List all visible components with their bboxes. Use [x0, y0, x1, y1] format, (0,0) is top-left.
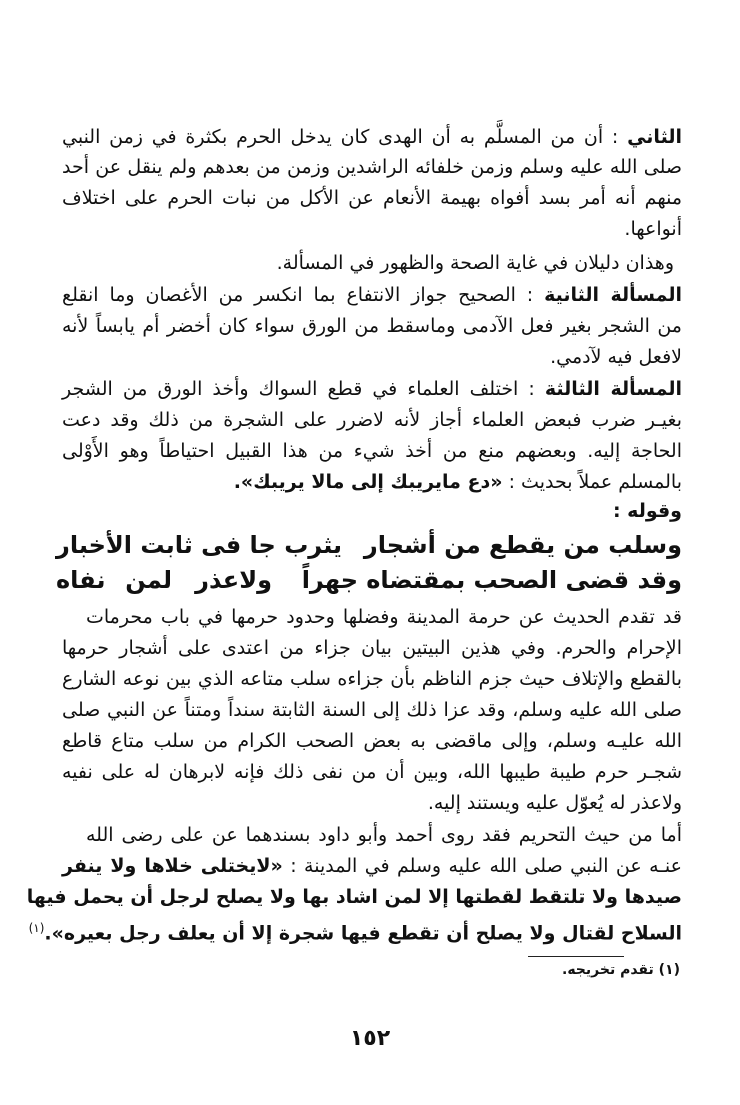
issue-3-line-1: المسألة الثالثة : اختلف العلماء في قطع السواك وأخذ الورق من الشجر: [62, 378, 682, 400]
paragraph-heading: الثاني: [627, 126, 682, 148]
narration-quote-line-2: السلاح لقتال ولا يصلح أن تقطع فيها شجرة إلا أن يعلف رجل بعيره».$^{(١)}$: [28, 921, 682, 945]
issue-3-heading: المسألة الثالثة: [544, 378, 682, 400]
poem-intro: وقوله :: [612, 500, 682, 522]
issue-2-heading: المسألة الثانية: [544, 284, 683, 306]
paragraph-1-line-1: الثاني : أن من المسلَّم به أن الهدى كان يدخل الحرم بكثرة في زمن النبي: [62, 126, 682, 148]
verse-1-second-hemistich: يثرب جا فى ثابت الأخبار: [56, 531, 343, 559]
commentary-line-6: شجـر حرم طيبة طيبها الله، وبين أن من نفى ذلك فإنه لابرهان له على نفيه: [62, 761, 682, 783]
verse-2-word: جهراً: [301, 566, 358, 594]
poem-verse-2: [56, 562, 682, 598]
paragraph-1-line-2: صلى الله عليه وسلم وزمن خلفائه الراشدين وزمن من بعدهم ولم ينقل عن أحد: [62, 156, 682, 178]
poem-verse-1: [56, 527, 682, 563]
hadith-quote: «دع مايريبك إلى مالا يريبك».: [233, 471, 503, 493]
narration-line-2: عنـه عن النبي صلى الله عليه وسلم في المدينة : «لايختلى خلاها ولا ينفر: [62, 855, 682, 877]
verse-2-word: لمن: [125, 566, 172, 594]
issue-2-line-3: لافعل فيه لآدمي.: [550, 346, 682, 368]
commentary-line-5: الله عليـه وسلم، وإلى ماقضى به بعض الصحب الكرام من سلب متاع قاطع: [62, 730, 682, 752]
verse-1-first-hemistich: وسلب من يقطع من أشجار: [363, 531, 682, 559]
commentary-line-2: الإحرام والحرم. وفي هذين البيتين بيان جزاء من اعتدى على أشجار حرمها: [62, 637, 682, 659]
issue-3-line-2: بغيـر ضرب فبعض العلماء أجاز لأنه لاضرر على الشجرة من ذلك وقد دعت: [62, 409, 682, 431]
commentary-line-3: بالقطع والإتلاف حيث جزم الناظم بأن جزاءه سلب متاعه الذي بين نوعه الشارع: [62, 668, 682, 690]
narration-quote-line-1: صيدها ولا تلتقط لقطتها إلا لمن اشاد بها ولا يصلح لرجل أن يحمل فيها: [26, 886, 682, 908]
commentary-line-4: صلى الله عليه وسلم، وقد عزا ذلك إلى السنة الثابتة سنداً ومتناً عن النبي صلى: [62, 699, 682, 721]
paragraph-1-line-4: أنواعها.: [624, 218, 682, 240]
footnote-marker: (١): [28, 921, 45, 935]
verse-2-word: ولاعذر: [195, 566, 272, 594]
issue-3-line-4: بالمسلم عملاً بحديث : «دع مايريبك إلى مالا يريبك».: [233, 471, 682, 493]
issue-2-line-1: المسألة الثانية : الصحيح جواز الانتفاع بما انكسر من الأغصان وما انقلع: [62, 284, 683, 306]
page-number: ١٥٢: [349, 1026, 391, 1051]
paragraph-1-line-3: منهم أنه أمر بسد أفواه بهيمة الأنعام عن الأكل من نبات الحرم على اختلاف: [62, 187, 682, 209]
verse-2-word: نفاه: [56, 566, 106, 594]
conclusion-line: وهذان دليلان في غاية الصحة والظهور في المسألة.: [276, 252, 674, 274]
hadith-quote-start: «لايختلى خلاها ولا ينفر: [62, 855, 283, 877]
footnote: (١) تقدم تخريجه.: [562, 962, 680, 978]
commentary-line-1: قد تقدم الحديث عن حرمة المدينة وفضلها وحدود حرمها في باب محرمات: [86, 606, 682, 628]
verse-2-first-hemistich: وقد قضى الصحب بمقتضاه: [366, 566, 682, 594]
issue-2-line-2: من الشجر بغير فعل الآدمى وماسقط من الورق سواء كان أخضر أم يابساً لأنه: [62, 315, 682, 337]
issue-3-line-3: الحاجة إليه. وبعضهم منع من أخذ شيء من هذا القبيل احتياطاً وهو الأَوْلى: [62, 440, 682, 462]
commentary-line-7: ولاعذر له يُعوّل عليه ويستند إليه.: [427, 792, 682, 814]
narration-line-1: أما من حيث التحريم فقد روى أحمد وأبو داود بسندهما عن على رضى الله: [86, 824, 682, 846]
footnote-divider: [528, 956, 624, 957]
